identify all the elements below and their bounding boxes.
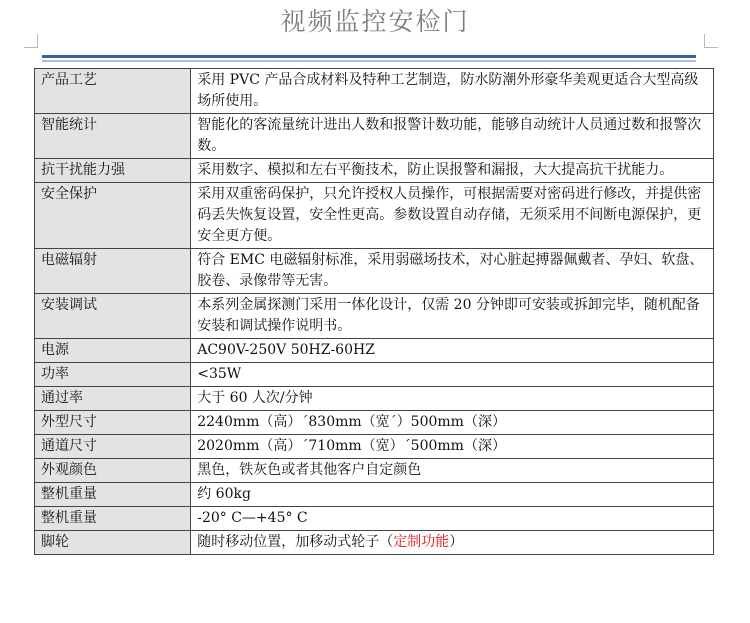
- custom-feature-highlight: 定制功能: [393, 534, 450, 550]
- table-row: [35, 531, 714, 555]
- spec-value-suffix: ）: [449, 534, 464, 550]
- spec-label: 通过率: [35, 387, 191, 411]
- spec-value: 黑色，铁灰色或者其他客户自定颜色: [191, 459, 714, 483]
- table-row: [35, 183, 714, 249]
- spec-label: 整机重量: [35, 507, 191, 531]
- spec-label: 电源: [35, 339, 191, 363]
- spec-label: 智能统计: [35, 114, 191, 159]
- spec-value: 符合 EMC 电磁辐射标准，采用弱磁场技术，对心脏起搏器佩戴者、孕妇、软盘、胶卷、录像带等无害。: [191, 249, 714, 294]
- spec-value: 本系列金属探测门采用一体化设计，仅需 20 分钟即可安装或拆卸完毕，随机配备安装和调试操作说明书。: [191, 294, 714, 339]
- spec-label: 抗干扰能力强: [35, 159, 191, 183]
- spec-value: 采用双重密码保护，只允许授权人员操作，可根据需要对密码进行修改，并提供密码丢失恢复设置，安全性更高。参数设置自动存储，无须采用不间断电源保护，更安全更方便。: [191, 183, 714, 249]
- header-rule: [42, 55, 696, 58]
- spec-value: 采用数字、模拟和左右平衡技术，防止误报警和漏报，大大提高抗干扰能力。: [191, 159, 714, 183]
- table-row: [35, 507, 714, 531]
- spec-label: 外型尺寸: [35, 411, 191, 435]
- table-row: [35, 483, 714, 507]
- margin-mark-left: [24, 34, 38, 48]
- spec-label: 安装调试: [35, 294, 191, 339]
- table-row: [35, 363, 714, 387]
- spec-label: 功率: [35, 363, 191, 387]
- table-row: [35, 435, 714, 459]
- table-row: [35, 159, 714, 183]
- spec-value: -20° C—+45° C: [191, 507, 714, 531]
- spec-value: <35W: [191, 363, 714, 387]
- spec-label: 脚轮: [35, 531, 191, 555]
- spec-label: 外观颜色: [35, 459, 191, 483]
- table-row: [35, 411, 714, 435]
- spec-value: AC90V-250V 50HZ-60HZ: [191, 339, 714, 363]
- margin-mark-right: [704, 34, 718, 48]
- table-row: [35, 339, 714, 363]
- spec-value: 大于 60 人次/分钟: [191, 387, 714, 411]
- spec-value: 约 60kg: [191, 483, 714, 507]
- table-row: [35, 294, 714, 339]
- spec-value: 2020mm（高）´710mm（宽）´500mm（深）: [191, 435, 714, 459]
- spec-value-text: 随时移动位置，加移动式轮子（: [197, 534, 394, 550]
- spec-value: 智能化的客流量统计进出人数和报警计数功能，能够自动统计人员通过数和报警次数。: [191, 114, 714, 159]
- table-row: [35, 387, 714, 411]
- spec-label: 电磁辐射: [35, 249, 191, 294]
- spec-table: [34, 68, 714, 555]
- spec-label: 通道尺寸: [35, 435, 191, 459]
- table-row: [35, 249, 714, 294]
- table-row: [35, 69, 714, 114]
- spec-label: 产品工艺: [35, 69, 191, 114]
- table-row: [35, 114, 714, 159]
- header-rule-light: [42, 60, 696, 62]
- spec-value: 2240mm（高）´830mm（宽´）500mm（深）: [191, 411, 714, 435]
- spec-label: 安全保护: [35, 183, 191, 249]
- spec-value: 采用 PVC 产品合成材料及特种工艺制造，防水防潮外形豪华美观更适合大型高级场所使用。: [191, 69, 714, 114]
- page-title: 视频监控安检门: [280, 7, 470, 36]
- table-row: [35, 459, 714, 483]
- spec-value-casters: [191, 531, 714, 555]
- spec-label: 整机重量: [35, 483, 191, 507]
